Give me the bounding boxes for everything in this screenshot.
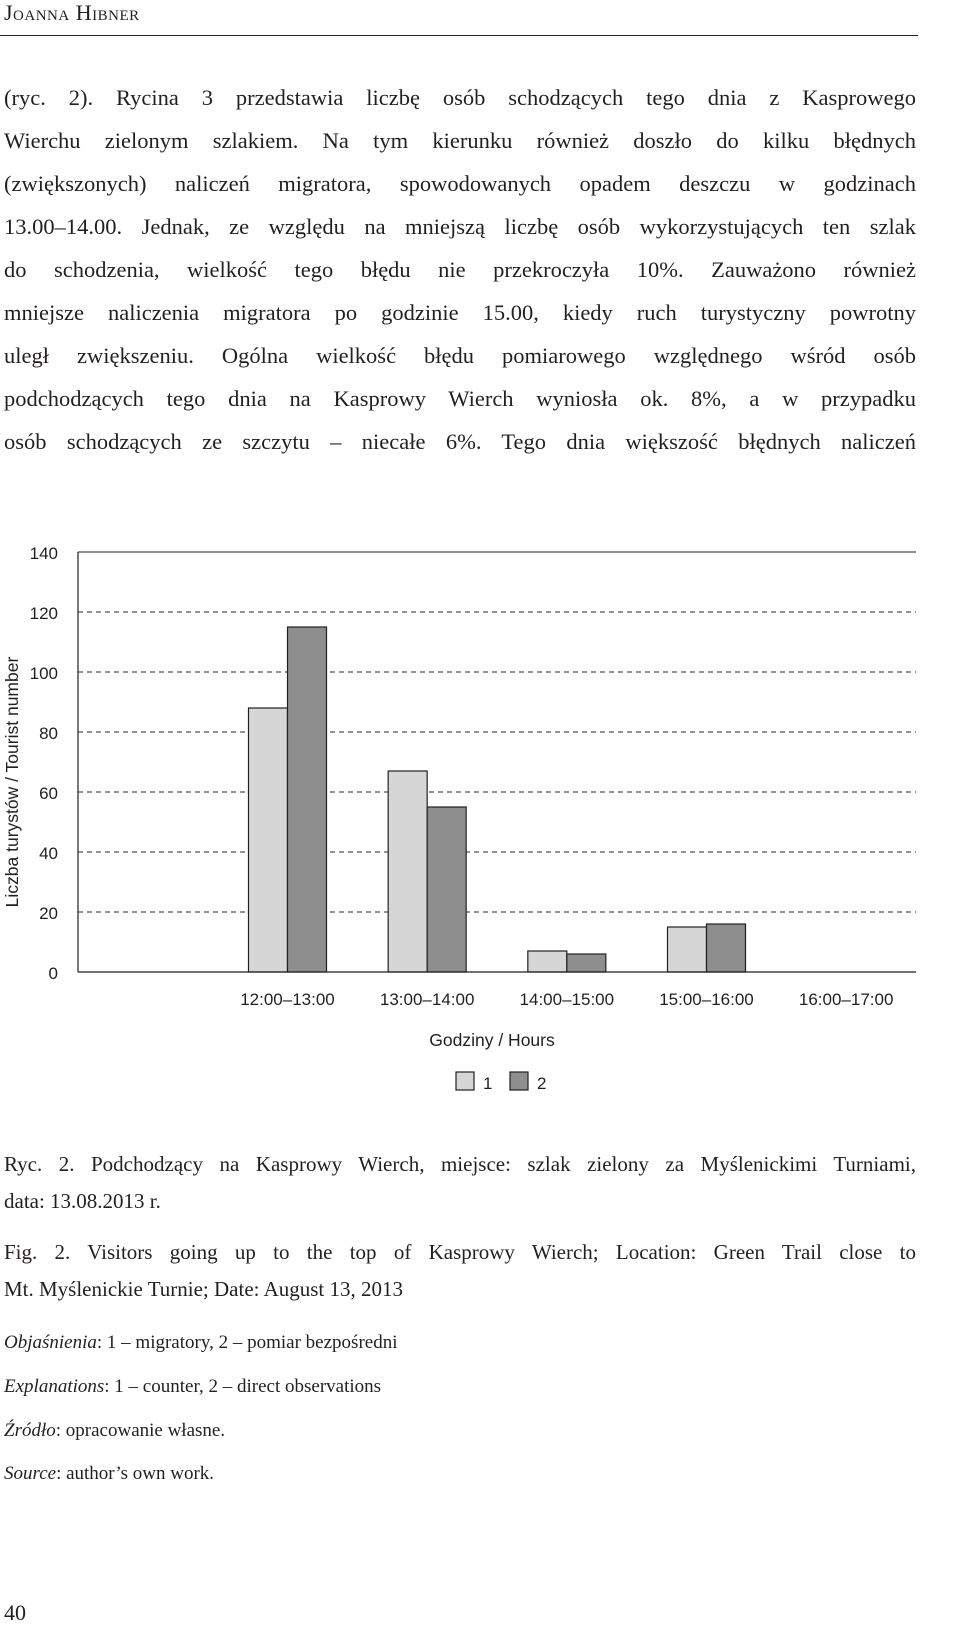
caption-pl-line2: data: 13.08.2013 r. xyxy=(4,1189,161,1213)
bar-series-1 xyxy=(668,927,707,972)
bar-series-2 xyxy=(567,954,606,972)
body-line: osób schodzących ze szczytu – niecałe 6%. Tego dnia większość błędnych naliczeń xyxy=(4,429,916,454)
explanation-pl-label: Objaśnienia xyxy=(4,1332,97,1353)
y-axis-label: Liczba turystów / Tourist number xyxy=(2,656,22,908)
caption-en-line2: Mt. Myślenickie Turnie; Date: August 13, 2013 xyxy=(4,1277,403,1301)
x-tick-label: 12:00–13:00 xyxy=(240,990,335,1009)
y-tick-label: 80 xyxy=(39,724,58,743)
y-tick-label: 100 xyxy=(29,664,58,683)
running-head: Joanna Hibner xyxy=(4,0,140,25)
y-tick-label: 140 xyxy=(29,544,58,563)
body-line: 13.00–14.00. Jednak, ze względu na mniejszą liczbę osób wykorzystujących ten szlak xyxy=(4,214,916,239)
y-tick-label: 60 xyxy=(39,784,58,803)
legend-label-1: 1 xyxy=(483,1074,493,1093)
body-line: (zwiększonych) naliczeń migratora, spowodowanych opadem deszczu w godzinach xyxy=(4,171,916,196)
caption-pl-line1: Ryc. 2. Podchodzący na Kasprowy Wierch, miejsce: szlak zielony za Myślenickimi Turniami, xyxy=(4,1152,916,1176)
body-line: (ryc. 2). Rycina 3 przedstawia liczbę osób schodzących tego dnia z Kasprowego xyxy=(4,85,916,110)
body-line: Wierchu zielonym szlakiem. Na tym kierunku również doszło do kilku błędnych xyxy=(4,128,916,153)
source-pl-label: Źródło xyxy=(4,1420,56,1441)
chart-svg xyxy=(0,530,920,1110)
bar-series-2 xyxy=(288,627,327,972)
body-paragraph xyxy=(4,76,916,463)
header-rule xyxy=(0,35,918,36)
source-pl xyxy=(4,1420,225,1442)
source-pl-text: : opracowanie własne. xyxy=(55,1420,226,1441)
body-line: podchodzących tego dnia na Kasprowy Wierch wyniosła ok. 8%, a w przypadku xyxy=(4,386,916,411)
explanation-pl xyxy=(4,1332,397,1354)
explanation-en xyxy=(4,1376,381,1398)
bar-series-2 xyxy=(707,924,746,972)
legend-swatch-2 xyxy=(510,1072,528,1090)
source-en-text: : author’s own work. xyxy=(56,1463,215,1484)
y-tick-label: 0 xyxy=(48,964,58,983)
caption-en-line1: Fig. 2. Visitors going up to the top of Kasprowy Wierch; Location: Green Trail close to xyxy=(4,1240,916,1264)
figure-caption-pl xyxy=(4,1152,916,1214)
x-tick-label: 16:00–17:00 xyxy=(798,990,894,1009)
legend-label-2: 2 xyxy=(537,1074,547,1093)
figure-caption-en xyxy=(4,1240,916,1302)
x-axis-label: Godziny / Hours xyxy=(429,1030,555,1050)
body-line: uległ zwiększeniu. Ogólna wielkość błędu pomiarowego względnego wśród osób xyxy=(4,343,916,368)
bar-chart xyxy=(0,530,920,1110)
explanation-en-label: Explanations xyxy=(4,1376,105,1397)
explanation-pl-text: : 1 – migratory, 2 – pomiar bezpośredni xyxy=(96,1332,398,1353)
y-tick-label: 20 xyxy=(39,904,58,923)
y-tick-label: 40 xyxy=(39,844,58,863)
bar-series-1 xyxy=(388,771,427,972)
bar-series-2 xyxy=(427,807,466,972)
legend-swatch-1 xyxy=(456,1072,474,1090)
page-number: 40 xyxy=(4,1600,26,1625)
explanation-en-text: : 1 – counter, 2 – direct observations xyxy=(104,1376,382,1397)
bar-series-1 xyxy=(249,708,288,972)
body-line: mniejsze naliczenia migratora po godzinie 15.00, kiedy ruch turystyczny powrotny xyxy=(4,300,916,325)
y-tick-label: 120 xyxy=(29,604,58,623)
x-tick-label: 14:00–15:00 xyxy=(519,990,615,1009)
source-en-label: Source xyxy=(4,1463,57,1484)
bar-series-1 xyxy=(528,951,567,972)
source-en xyxy=(4,1463,214,1485)
x-tick-label: 15:00–16:00 xyxy=(659,990,754,1009)
x-tick-label: 13:00–14:00 xyxy=(379,990,475,1009)
body-line: do schodzenia, wielkość tego błędu nie przekroczyła 10%. Zauważono również xyxy=(4,257,916,282)
